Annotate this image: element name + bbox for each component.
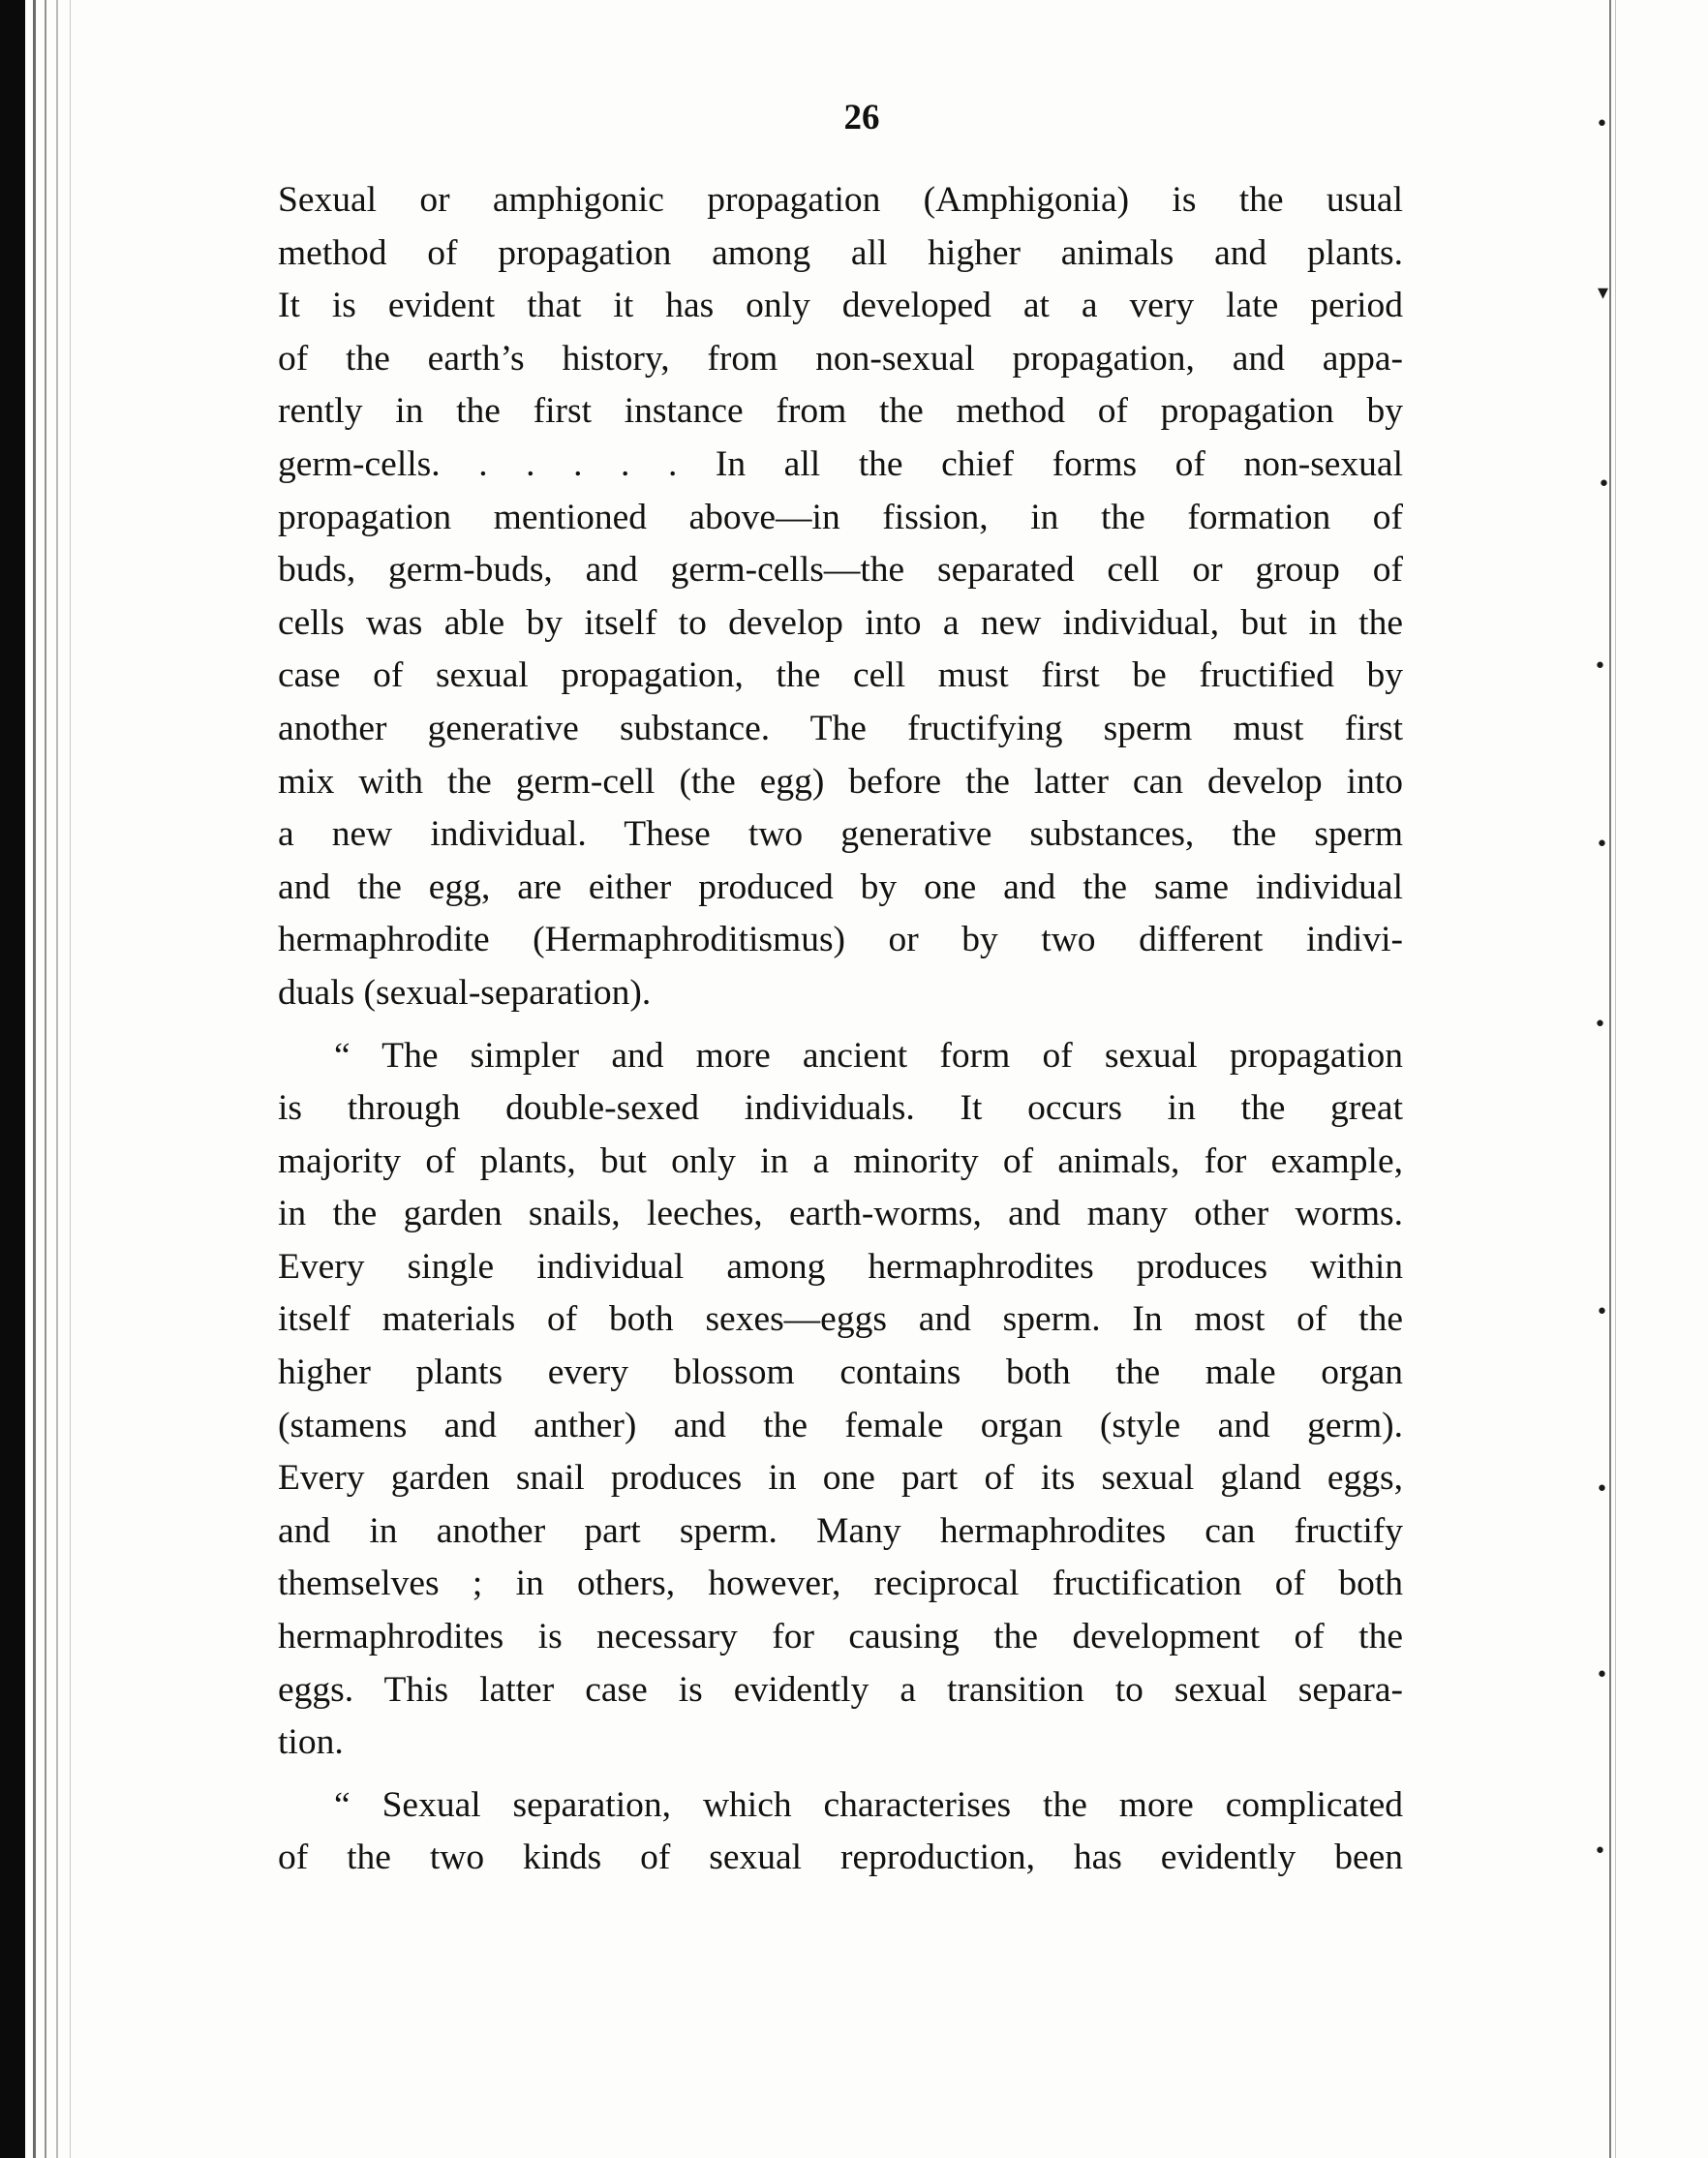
text-line: method of propagation among all higher animals and plants.	[278, 232, 1403, 273]
text-line: and in another part sperm. Many hermaphrodites can fructify	[278, 1510, 1403, 1551]
paragraph-gap	[278, 1020, 1403, 1030]
text-line: It is evident that it has only developed at a very late period	[278, 286, 1403, 326]
text-line: another generative substance. The fructifying sperm must first	[278, 708, 1403, 748]
page-number: 26	[843, 98, 880, 137]
scan-speck: •	[1596, 112, 1608, 137]
paragraph-gap	[278, 1770, 1403, 1779]
text-line: Sexual or amphigonic propagation (Amphigonia) is the usual	[278, 180, 1403, 220]
text-line: cells was able by itself to develop into a new individual, but in the	[278, 602, 1403, 643]
scan-speck: •	[1596, 833, 1608, 857]
text-line: eggs. This latter case is evidently a transition to sexual separa-	[278, 1669, 1403, 1710]
text-line: itself materials of both sexes—eggs and sperm. In most of the	[278, 1299, 1403, 1340]
text-line: is through double-sexed individuals. It occurs in the great	[278, 1088, 1403, 1129]
text-line: majority of plants, but only in a minority of animals, for example,	[278, 1140, 1403, 1181]
right-edge-line	[1609, 0, 1611, 2158]
text-line: and the egg, are either produced by one and the same individual	[278, 866, 1403, 907]
text-line: a new individual. These two generative substances, the sperm	[278, 814, 1403, 855]
gutter-line	[45, 0, 46, 2158]
text-line: mix with the germ-cell (the egg) before the latter can develop into	[278, 761, 1403, 802]
text-line: themselves ; in others, however, reciprocal fructification of both	[278, 1564, 1403, 1604]
text-line: hermaphrodites is necessary for causing the development of the	[278, 1617, 1403, 1657]
text-line: (stamens and anther) and the female organ (style and germ).	[278, 1405, 1403, 1445]
text-line: higher plants every blossom contains both the male organ	[278, 1353, 1403, 1393]
text-line: “ Sexual separation, which characterises the more complicated	[334, 1784, 1403, 1825]
body-text	[278, 174, 1403, 1885]
gutter-line	[56, 0, 58, 2158]
text-line: rently in the first instance from the method of propagation by	[278, 391, 1403, 432]
scan-speck: •	[1594, 1839, 1606, 1864]
scan-speck: •	[1598, 472, 1610, 497]
text-line: propagation mentioned above—in fission, in the formation of	[278, 497, 1403, 537]
scan-speck: •	[1596, 1663, 1608, 1687]
text-line: Every single individual among hermaphrodites produces within	[278, 1246, 1403, 1287]
scan-speck: •	[1596, 1300, 1608, 1324]
text-line: of the earth’s history, from non-sexual propagation, and appa-	[278, 338, 1403, 379]
text-line: buds, germ-buds, and germ-cells—the separated cell or group of	[278, 550, 1403, 591]
text-line: germ-cells. . . . . . In all the chief forms of non-sexual	[278, 443, 1403, 484]
text-line: in the garden snails, leeches, earth-worms, and many other worms.	[278, 1194, 1403, 1234]
book-gutter-shadow	[0, 0, 25, 2158]
text-line: tion.	[278, 1722, 344, 1763]
scan-speck: •	[1594, 1013, 1606, 1037]
right-edge-line	[1615, 0, 1616, 2158]
scan-speck: •	[1596, 1477, 1608, 1502]
gutter-line	[33, 0, 36, 2158]
text-line: duals (sexual-separation).	[278, 972, 652, 1013]
scan-speck: ▾	[1598, 281, 1609, 305]
text-line: Every garden snail produces in one part of its sexual gland eggs,	[278, 1458, 1403, 1499]
text-line: case of sexual propagation, the cell must first be fructified by	[278, 655, 1403, 696]
scan-speck: •	[1594, 654, 1606, 679]
text-line: hermaphrodite (Hermaphroditismus) or by two different indivi-	[278, 920, 1403, 960]
text-line: “ The simpler and more ancient form of sexual propagation	[334, 1035, 1403, 1076]
gutter-line	[70, 0, 71, 2158]
text-line: of the two kinds of sexual reproduction, has evidently been	[278, 1838, 1403, 1878]
